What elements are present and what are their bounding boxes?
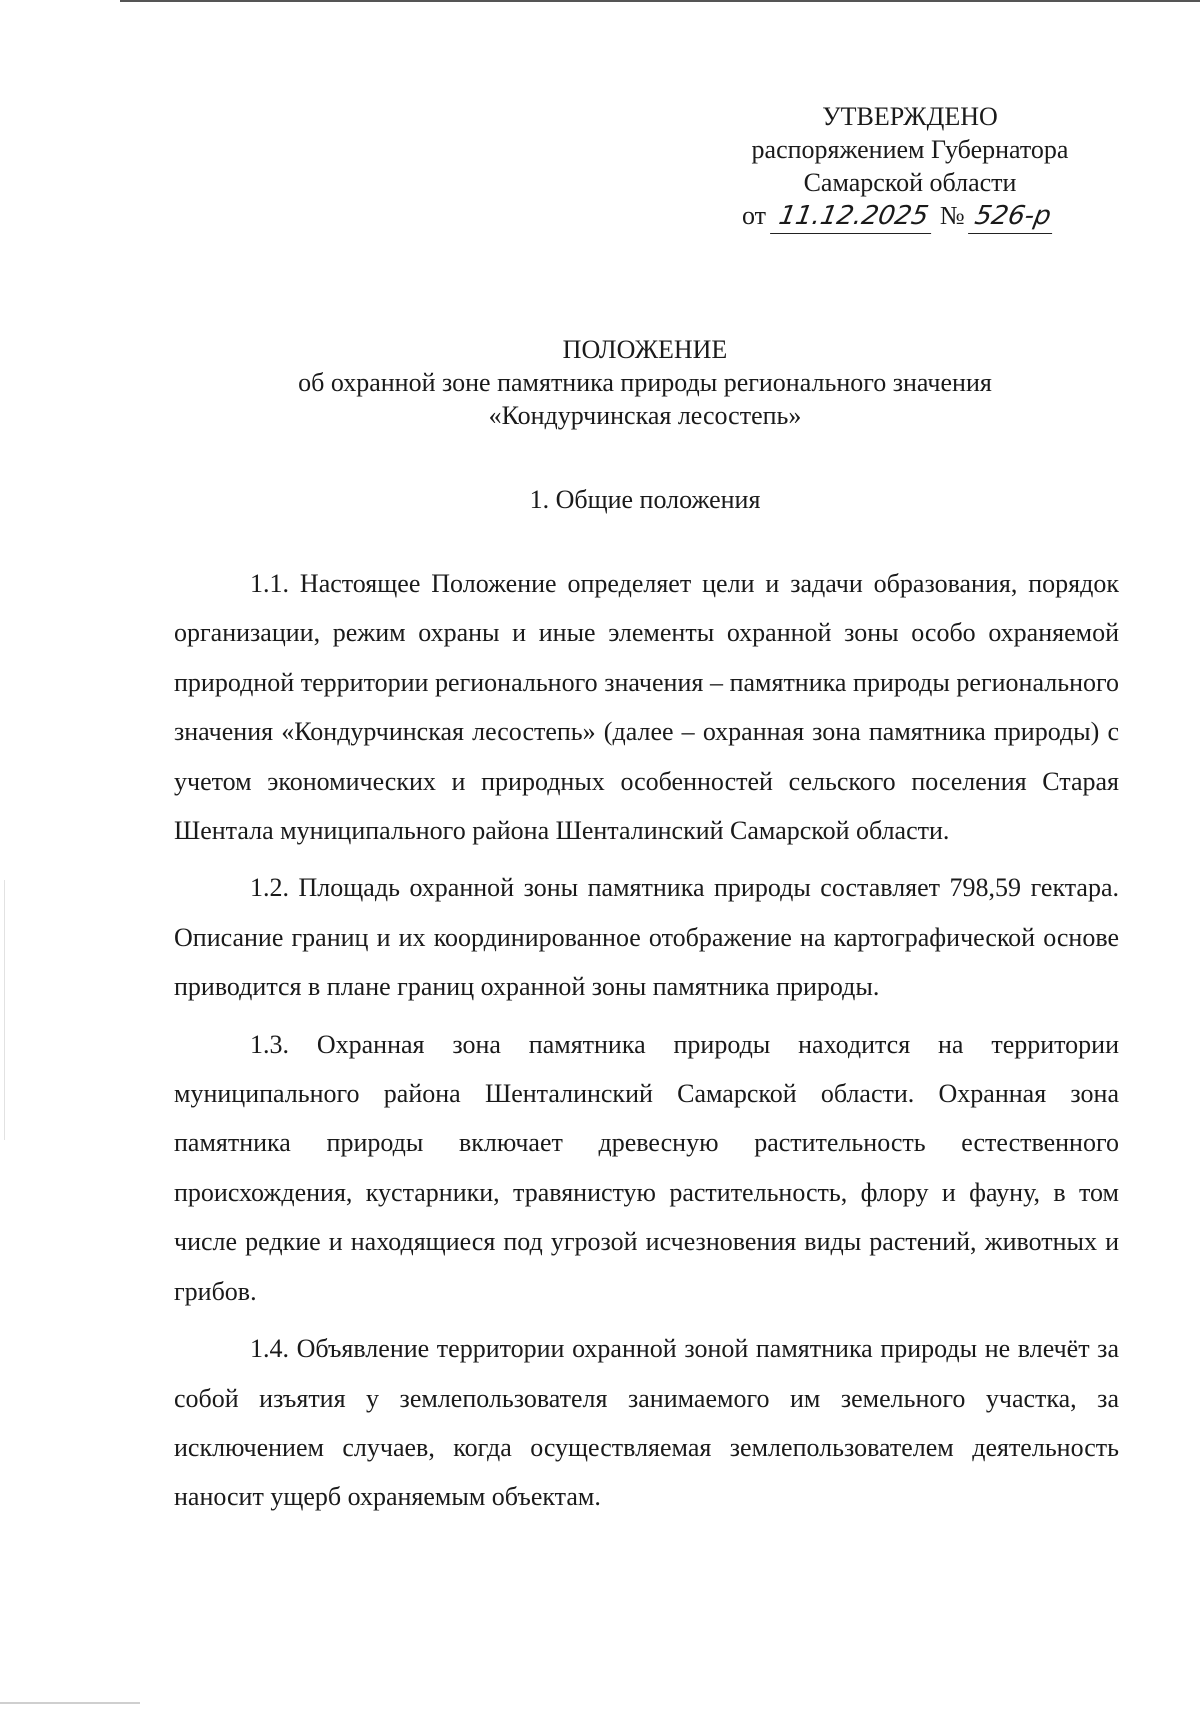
section-heading: 1. Общие положения bbox=[529, 485, 761, 514]
approval-line-1: распоряжением Губернатора bbox=[751, 135, 1069, 164]
document-subtitle-line-2: «Кондурчинская лесостепь» bbox=[488, 401, 802, 430]
paragraph-1-3: 1.3. Охранная зона памятника природы находится на территории муниципального района Шенталинский Самарской области. Охранная зона памятника природы включает древесную растительность естественного происхождения, кустарники, травянистую растительность, флору и фауну, в том числе редкие и находящиеся под угрозой исчезновения виды растений, животных и грибов. bbox=[174, 1029, 1119, 1306]
paragraph-1-4: 1.4. Объявление территории охранной зоной памятника природы не влечёт за собой изъятия у землепользователя занимаемого им земельного участка, за исключением случаев, когда осуществляемая землепользователем деятельность наносит ущерб охраняемым объектам. bbox=[174, 1334, 1119, 1512]
scan-bottom-mark bbox=[0, 1702, 140, 1704]
date-prefix: от bbox=[742, 201, 767, 230]
document-title-block bbox=[120, 333, 1170, 432]
paragraph-1-1: 1.1. Настоящее Положение определяет цели и задачи образования, порядок организации, режим охраны и иные элементы охранной зоны особо охраняемой природной территории регионального значения – памятника природы регионального значения «Кондурчинская лесостепь» (далее – охранная зона памятника природы) с учетом экономических и природных особенностей сельского поселения Старая Шентала муниципального района Шенталинский Самарской области. bbox=[174, 569, 1119, 846]
approval-status: УТВЕРЖДЕНО bbox=[822, 102, 998, 131]
body-text bbox=[174, 559, 1119, 1530]
scan-top-edge bbox=[120, 0, 1200, 2]
approval-date-line bbox=[700, 199, 1120, 234]
handwritten-number: 526-р bbox=[968, 200, 1058, 234]
document-title: ПОЛОЖЕНИЕ bbox=[562, 335, 728, 364]
approval-block bbox=[700, 100, 1120, 234]
number-prefix: № bbox=[939, 201, 965, 230]
approval-line-2: Самарской области bbox=[803, 168, 1017, 197]
handwritten-date: 11.12.2025 bbox=[770, 200, 937, 234]
scan-left-mark bbox=[4, 880, 5, 1140]
document-subtitle-line-1: об охранной зоне памятника природы регионального значения bbox=[298, 368, 992, 397]
paragraph-1-2: 1.2. Площадь охранной зоны памятника природы составляет 798,59 гектара. Описание границ и их координированное отображение на картографической основе приводится в плане границ охранной зоны памятника природы. bbox=[174, 873, 1119, 1002]
